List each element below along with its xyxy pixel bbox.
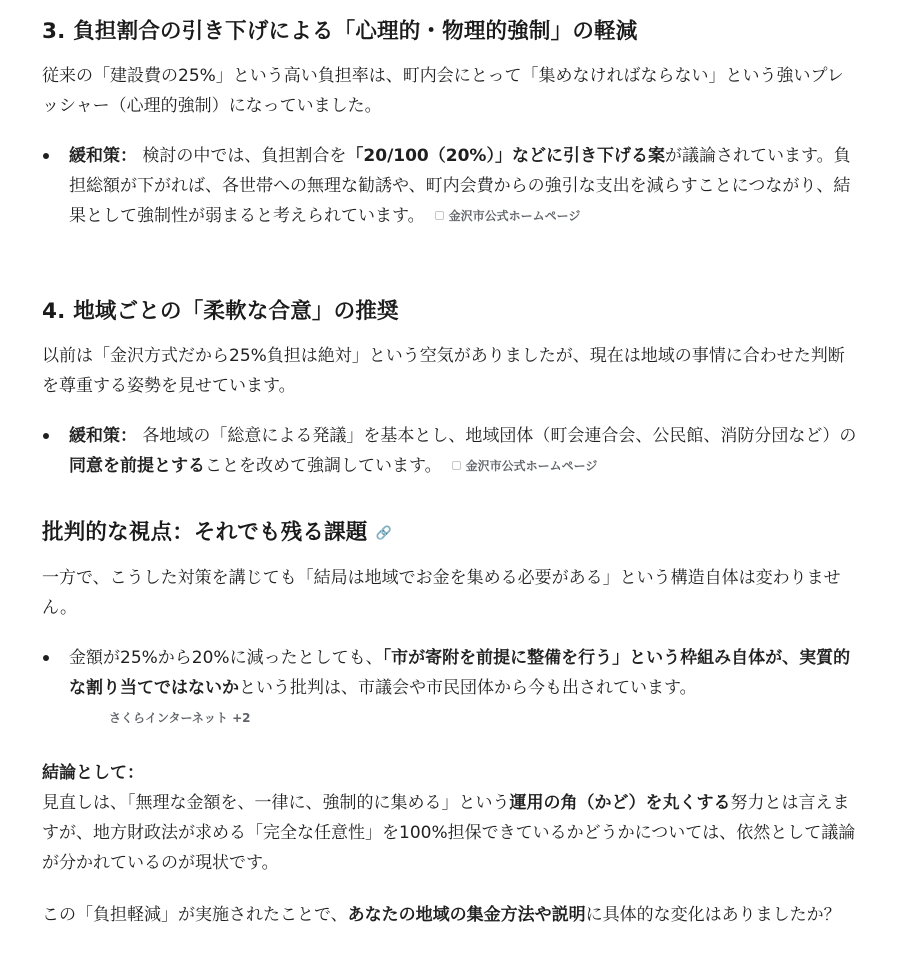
section-intro: 従来の「建設費の25%」という高い負担率は、町内会にとって「集めなければならない」という強いプレッシャー（心理的強制）になっていました。 bbox=[42, 66, 844, 116]
section-flexible-agreement bbox=[42, 297, 860, 481]
source-icon bbox=[452, 461, 461, 470]
source-chip[interactable]: 金沢市公式ホームページ bbox=[452, 458, 598, 474]
list-item: 緩和策： 検討の中では、負担割合を「20/100（20%）」などに引き下げる案が議論されています。負担総額が下がれば、各世帯への無理な勧誘や、町内会費からの強引な支出を減らすことにつながり、結果として強制性が弱まると考えられています。 金沢市公式ホームページ bbox=[42, 141, 860, 231]
link-icon[interactable]: 🔗 bbox=[375, 526, 392, 541]
bullet-list bbox=[42, 421, 860, 481]
section-heading: 3. 負担割合の引き下げによる「心理的・物理的強制」の軽減 bbox=[42, 19, 638, 44]
follow-up-question: この「負担軽減」が実施されたことで、あなたの地域の集金方法や説明に具体的な変化はありましたか？ bbox=[42, 905, 841, 925]
source-chip[interactable]: さくらインターネット +2 bbox=[109, 711, 251, 725]
section-conclusion bbox=[42, 758, 860, 878]
section-intro: 一方で、こうした対策を講じても「結局は地域でお金を集める必要がある」という構造自体は変わりません。 bbox=[42, 568, 841, 618]
list-item: 緩和策： 各地域の「総意による発議」を基本とし、地域団体（町会連合会、公民館、消防分団など）の同意を前提とすることを改めて強調しています。 金沢市公式ホームページ bbox=[42, 421, 860, 481]
bullet-label: 緩和策： bbox=[69, 146, 137, 166]
section-intro: 以前は「金沢方式だから25%負担は絶対」という空気がありましたが、現在は地域の事情に合わせた判断を尊重する姿勢を見せています。 bbox=[42, 346, 845, 396]
list-item: 金額が25%から20%に減ったとしても、「市が寄附を前提に整備を行う」という枠組み自体が、実質的な割り当てではないかという批判は、市議会や市民団体から今も出されています。さくらインターネット +2 bbox=[42, 643, 860, 733]
section-heading: 批判的な視点：それでも残る課題 🔗 bbox=[42, 518, 860, 549]
section-burden-ratio bbox=[42, 17, 860, 231]
section-critique bbox=[42, 518, 860, 733]
bullet-label: 緩和策： bbox=[69, 426, 137, 446]
bullet-list bbox=[42, 141, 860, 231]
source-chip[interactable]: 金沢市公式ホームページ bbox=[435, 208, 581, 224]
bullet-list bbox=[42, 643, 860, 733]
conclusion-text: 見直しは、「無理な金額を、一律に、強制的に集める」という運用の角（かど）を丸くする努力とは言えますが、地方財政法が求める「完全な任意性」を100%担保できているかどうかについては、依然として議論が分かれているのが現状です。 bbox=[42, 793, 856, 873]
source-icon bbox=[435, 211, 444, 220]
conclusion-label: 結論として： bbox=[42, 763, 144, 783]
section-heading: 4. 地域ごとの「柔軟な合意」の推奨 bbox=[42, 299, 399, 324]
